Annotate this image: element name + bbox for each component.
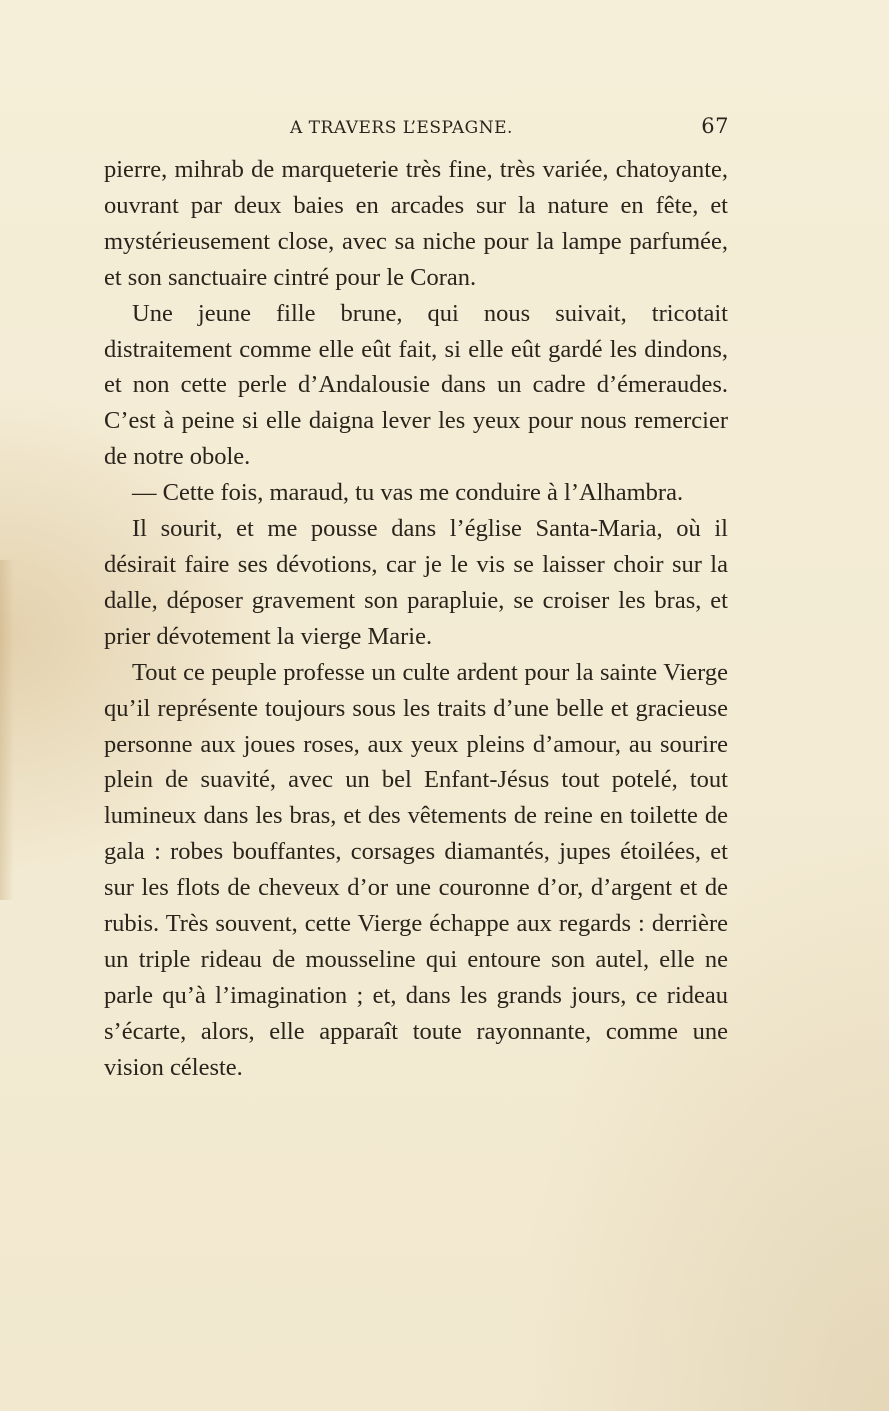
paragraph: Il sourit, et me pousse dans l’église Santa-Maria, où il désirait faire ses dévotions, car je le vis se laisser choir sur la dalle, déposer gravement son parapluie, se croiser les bras, et prier dévotement la vierge Marie. bbox=[104, 515, 728, 650]
paragraph: Une jeune fille brune, qui nous suivait, tricotait distraitement comme elle eût fait, si elle eût gardé les dindons, et non cette perle d’Andalousie dans un cadre d’émeraudes. C’est à peine si elle daigna lever les yeux pour nous remercier de notre obole. bbox=[104, 299, 728, 471]
running-title: A TRAVERS L’ESPAGNE. bbox=[290, 118, 513, 138]
page-edge-stain bbox=[0, 560, 14, 900]
paragraph: pierre, mihrab de marqueterie très fine, très variée, chatoyante, ouvrant par deux baies en arcades sur la nature en fête, et mystérieusement close, avec sa niche pour la lampe parfumée, et son sanctuaire cintré pour le Coran. bbox=[104, 156, 728, 291]
paragraph: — Cette fois, maraud, tu vas me conduire à l’Alhambra. bbox=[132, 479, 684, 507]
paragraph: Tout ce peuple professe un culte ardent pour la sainte Vierge qu’il représente toujours sous les traits d’une belle et gracieuse personne aux joues roses, aux yeux pleins d’amour, au sourire plein de suavité, avec un bel Enfant-Jésus tout potelé, tout lumineux dans les bras, et des vêtements de reine en toilette de gala : robes bouffantes, corsages diamantés, jupes étoilées, et sur les flots de cheveux d’or une couronne d’or, d’argent et de rubis. Très souvent, cette Vierge échappe aux regards : derrière un triple rideau de mousseline qui entoure son autel, elle ne parle qu’à l’imagination ; et, dans les grands jours, ce rideau s’écarte, alors, elle apparaît toute rayonnante, comme une vision céleste. bbox=[104, 658, 728, 1081]
body-text bbox=[104, 152, 728, 1086]
page-number: 67 bbox=[701, 114, 729, 138]
page-header bbox=[104, 114, 729, 144]
